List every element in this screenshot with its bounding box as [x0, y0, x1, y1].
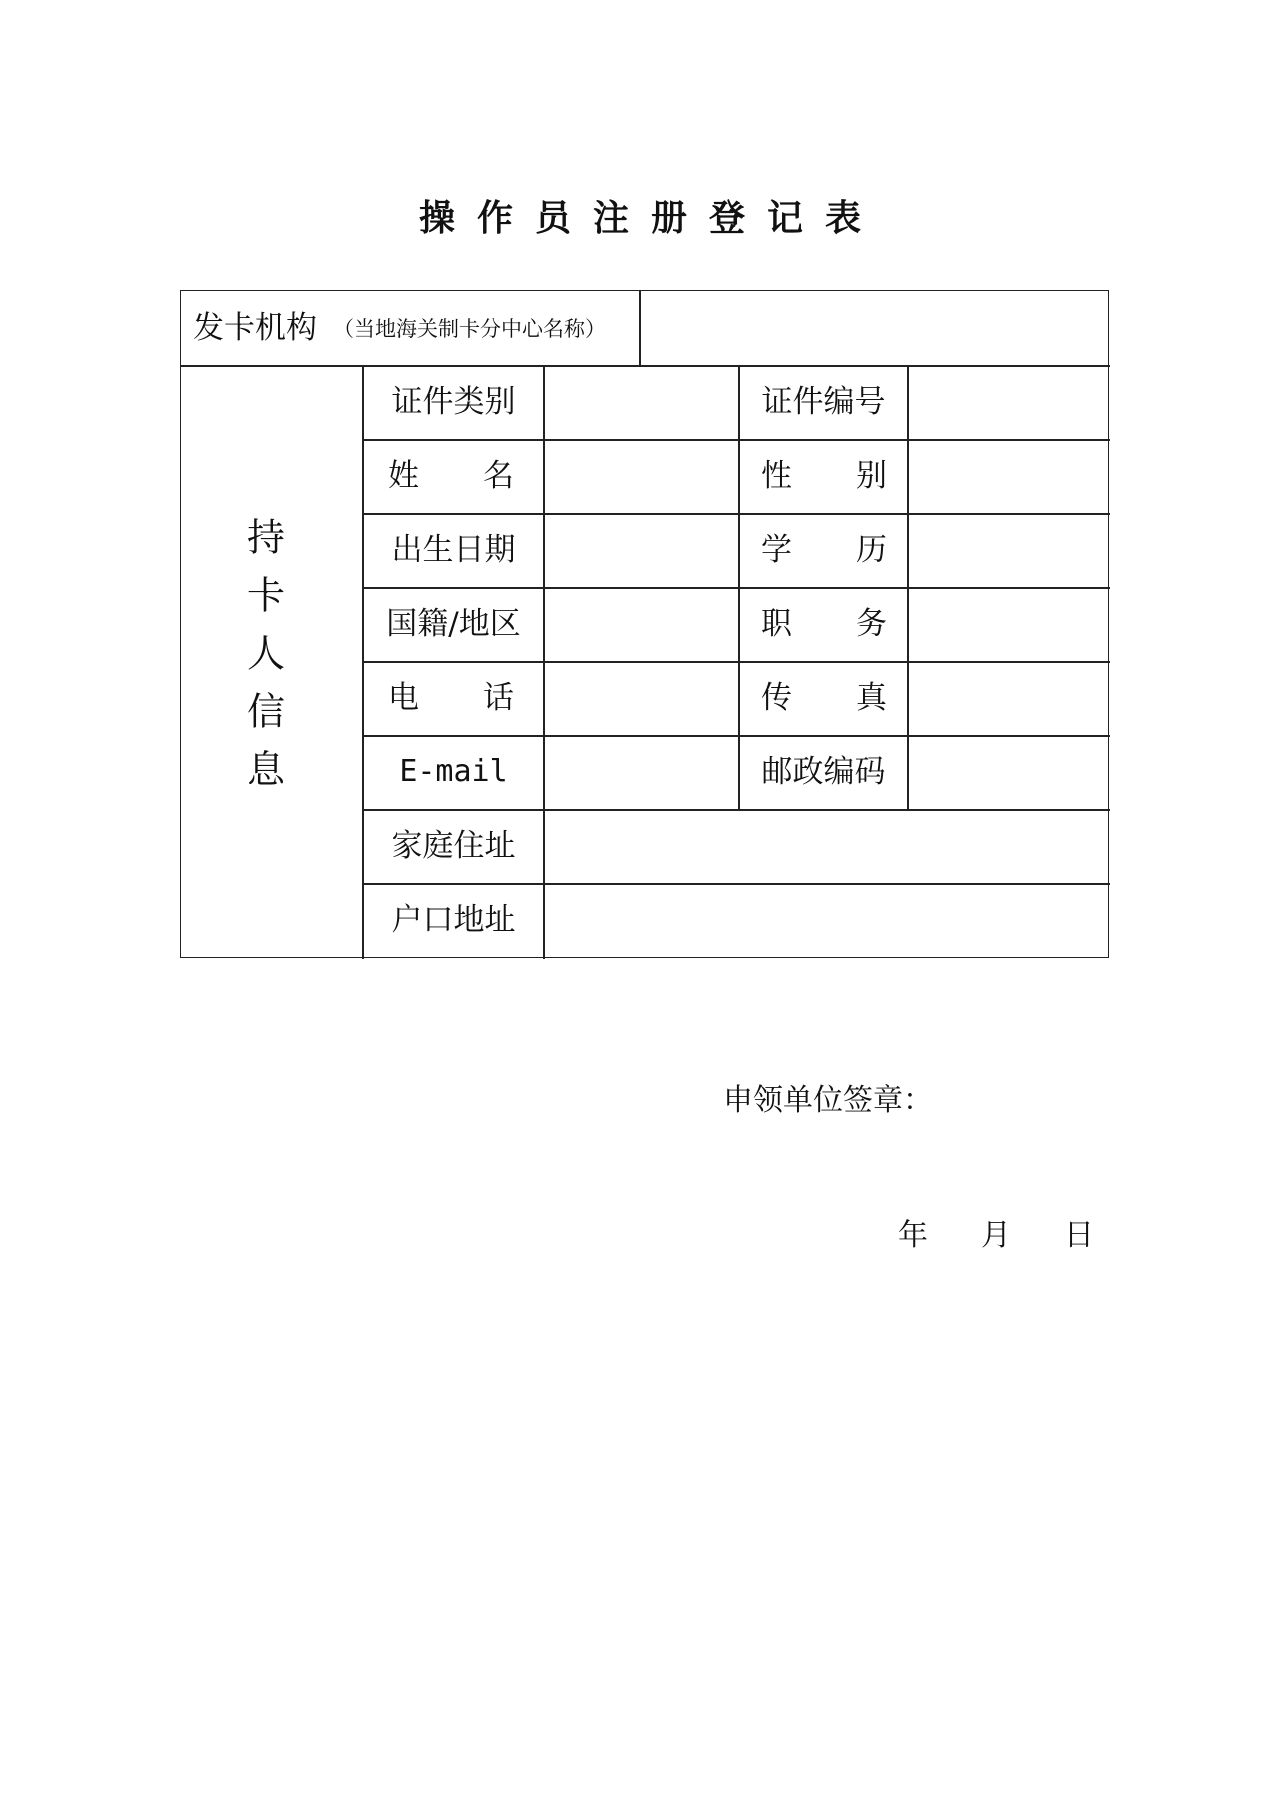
card-holder-info-text: 持卡人信息	[240, 517, 285, 807]
name-field[interactable]	[545, 441, 738, 513]
gender-label	[761, 439, 887, 513]
cert-no-field[interactable]	[909, 367, 1108, 439]
email-field[interactable]	[545, 737, 738, 809]
position-label-a: 职	[761, 606, 792, 642]
nationality-field[interactable]	[545, 589, 738, 661]
email-label: E-mail	[399, 754, 508, 789]
page-title: 操作员注册登记表	[418, 198, 883, 239]
phone-label-a: 电	[388, 680, 419, 716]
registration-form-table	[180, 290, 1109, 958]
name-label	[388, 439, 514, 513]
home-address-field[interactable]	[545, 811, 1108, 883]
phone-label	[388, 661, 514, 735]
education-label-b: 历	[856, 532, 887, 568]
birth-date-field[interactable]	[545, 515, 738, 587]
gender-label-a: 性	[761, 458, 792, 494]
issuing-org-field[interactable]	[641, 291, 1108, 365]
fax-field[interactable]	[909, 663, 1108, 735]
fax-label-b: 真	[856, 680, 887, 716]
card-holder-info-label	[181, 365, 362, 959]
phone-label-b: 话	[483, 680, 514, 716]
fax-label-a: 传	[761, 680, 792, 716]
position-field[interactable]	[909, 589, 1108, 661]
registered-address-field[interactable]	[545, 885, 1108, 957]
date-day-label: 日	[1064, 1218, 1094, 1253]
education-field[interactable]	[909, 515, 1108, 587]
position-label	[761, 587, 887, 661]
gender-label-b: 别	[856, 458, 887, 494]
cert-type-label: 证件类别	[391, 384, 516, 420]
gender-field[interactable]	[909, 441, 1108, 513]
issuing-org-label	[193, 291, 606, 365]
postcode-field[interactable]	[909, 737, 1108, 809]
phone-field[interactable]	[545, 663, 738, 735]
issuing-org-note: （当地海关制卡分中心名称）	[333, 317, 606, 341]
name-label-a: 姓	[388, 458, 419, 494]
applicant-seal-label: 申领单位签章：	[723, 1083, 933, 1118]
signature-date	[898, 1210, 1094, 1254]
date-year-label: 年	[898, 1218, 928, 1253]
registered-address-label: 户口地址	[391, 902, 516, 938]
postcode-label: 邮政编码	[761, 754, 886, 790]
nationality-label: 国籍/地区	[386, 606, 521, 642]
home-address-label: 家庭住址	[391, 828, 516, 864]
name-label-b: 名	[483, 458, 514, 494]
birth-date-label: 出生日期	[391, 532, 516, 568]
fax-label	[761, 661, 887, 735]
cert-type-field[interactable]	[545, 367, 738, 439]
education-label-a: 学	[761, 532, 792, 568]
issuing-org-label-text: 发卡机构	[193, 310, 317, 346]
position-label-b: 务	[856, 606, 887, 642]
cert-no-label: 证件编号	[761, 384, 886, 420]
date-month-label: 月	[981, 1218, 1011, 1253]
education-label	[761, 513, 887, 587]
